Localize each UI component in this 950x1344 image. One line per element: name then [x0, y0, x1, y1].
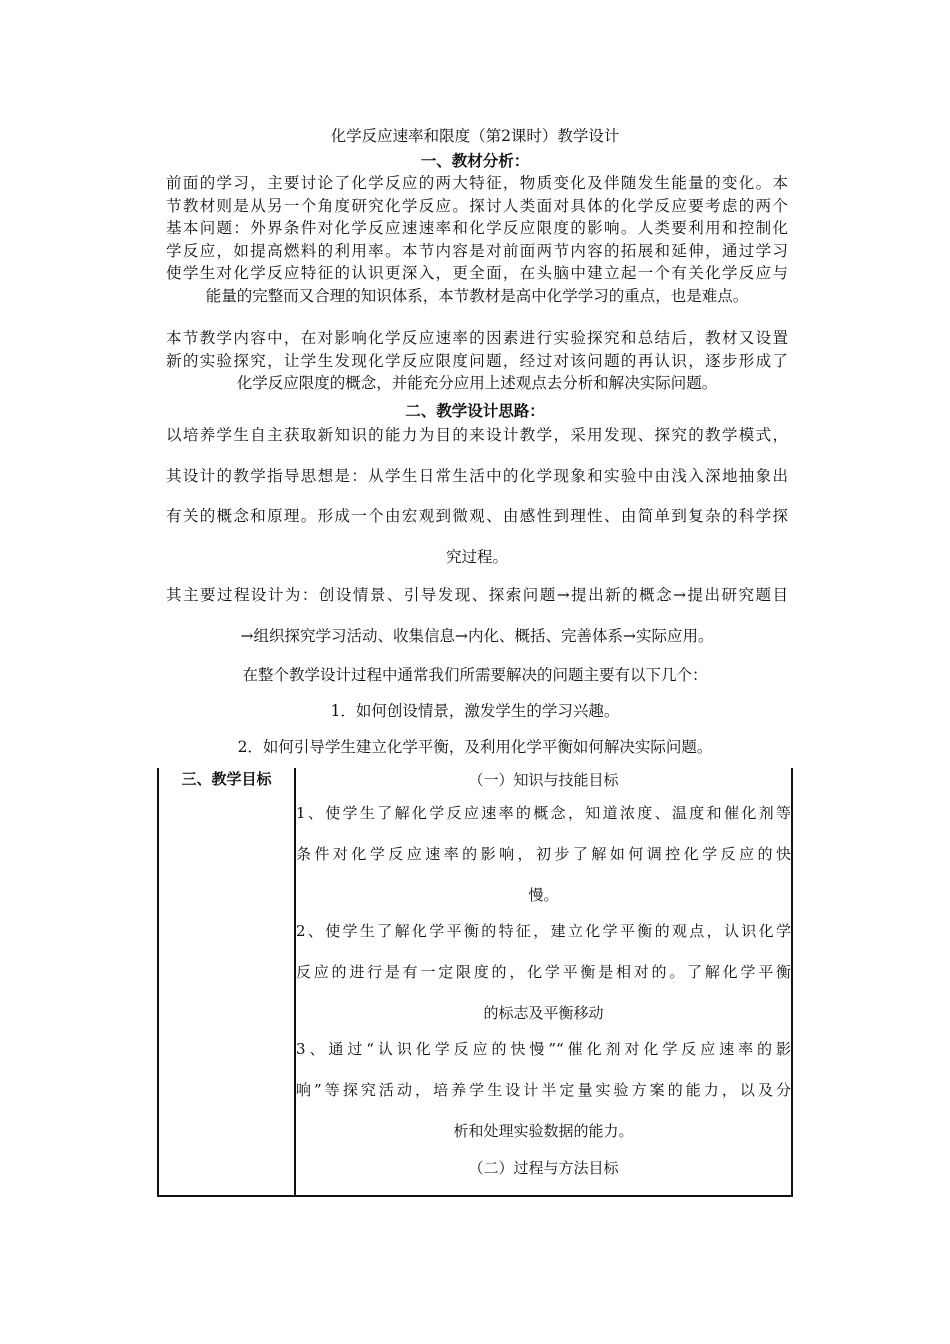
goal-item-2 [296, 920, 791, 1038]
text-line: 能量的完整而又合理的知识体系，本节教材是高中化学学习的重点，也是难点。 [205, 286, 749, 305]
text-line: 条件对化学反应速率的影响，初步了解如何调控化学反应的快 [296, 845, 791, 863]
goals-label-cell [158, 768, 295, 1196]
text-line: 2、使学生了解化学平衡的特征，建立化学平衡的观点，认识化学 [296, 922, 791, 940]
text-line: 3、通过“认识化学反应的快慢”“催化剂对化学反应速率的影 [296, 1040, 791, 1058]
text-line: 新的实验探究，让学生发现化学反应限度问题，经过对该问题的再认识，逐步形成了 [166, 351, 788, 370]
goal-item-1 [296, 802, 791, 920]
problem-item-1: 1．如何创设情景，激发学生的学习兴趣。 [330, 702, 620, 720]
text-line: 其主要过程设计为：创设情景、引导发现、探索问题→提出新的概念→提出研究题目 [166, 586, 788, 604]
process-method-subheading: （二）过程与方法目标 [468, 1159, 619, 1177]
section2-paragraph-2 [166, 584, 788, 665]
text-line: 反应的进行是有一定限度的，化学平衡是相对的。了解化学平衡 [296, 963, 791, 981]
text-line: 学反应，如提高燃料的利用率。本节内容是对前面两节内容的拓展和延伸，通过学习 [166, 241, 788, 260]
knowledge-skills-subheading: （一）知识与技能目标 [468, 771, 619, 789]
goal-item-3 [296, 1038, 791, 1156]
text-line: 究过程。 [445, 547, 508, 566]
section1-heading: 一、教材分析： [420, 151, 530, 170]
text-line: 响”等探究活动，培养学生设计半定量实验方案的能力，以及分 [296, 1081, 791, 1099]
section2-paragraph-1 [166, 424, 788, 586]
document-title: 化学反应速率和限度（第2课时）教学设计 [330, 127, 620, 145]
text-line: 有关的概念和原理。形成一个由宏观到微观、由感性到理性、由简单到复杂的科学探 [166, 507, 788, 525]
table-row [158, 768, 792, 1196]
text-line: 的标志及平衡移动 [483, 1004, 604, 1022]
text-line: 本节教学内容中，在对影响化学反应速率的因素进行实验探究和总结后，教材又设置 [166, 329, 788, 347]
text-line: 其设计的教学指导思想是：从学生日常生活中的化学现象和实验中由浅入深地抽象出 [166, 466, 788, 485]
problem-item-2: 2．如何引导学生建立化学平衡，及利用化学平衡如何解决实际问题。 [237, 738, 713, 756]
text-line: 化学反应限度的概念，并能充分应用上述观点去分析和解决实际问题。 [236, 374, 718, 392]
goals-content-cell [295, 768, 792, 1196]
text-line: 1、使学生了解化学反应速率的概念，知道浓度、温度和催化剂等 [296, 804, 791, 822]
text-line: 基本问题：外界条件对化学反应速速率和化学反应限度的影响。人类要利用和控制化 [166, 219, 788, 237]
text-line: 以培养学生自主获取新知识的能力为目的来设计教学，采用发现、探究的教学模式， [166, 426, 788, 444]
text-line: 前面的学习，主要讨论了化学反应的两大特征，物质变化及伴随发生能量的变化。本 [166, 174, 788, 192]
teaching-goals-table [157, 768, 793, 1197]
text-line: 析和处理实验数据的能力。 [453, 1122, 634, 1140]
text-line: 慢。 [528, 886, 559, 904]
section2-heading: 二、教学设计思路： [405, 401, 545, 420]
problems-intro: 在整个教学设计过程中通常我们所需要解决的问题主要有以下几个： [242, 666, 708, 684]
section1-paragraph-2 [166, 327, 788, 395]
text-line: 使学生对化学反应特征的认识更深入，更全面，在头脑中建立起一个有关化学反应与 [166, 264, 788, 282]
text-line: →组织探究学习活动、收集信息→内化、概括、完善体系→实际应用。 [240, 626, 714, 645]
section1-paragraph-1 [166, 172, 788, 307]
goals-label: 三、教学目标 [181, 770, 272, 788]
text-line: 节教材则是从另一个角度研究化学反应。探讨人类面对具体的化学反应要考虑的两个 [166, 196, 788, 215]
